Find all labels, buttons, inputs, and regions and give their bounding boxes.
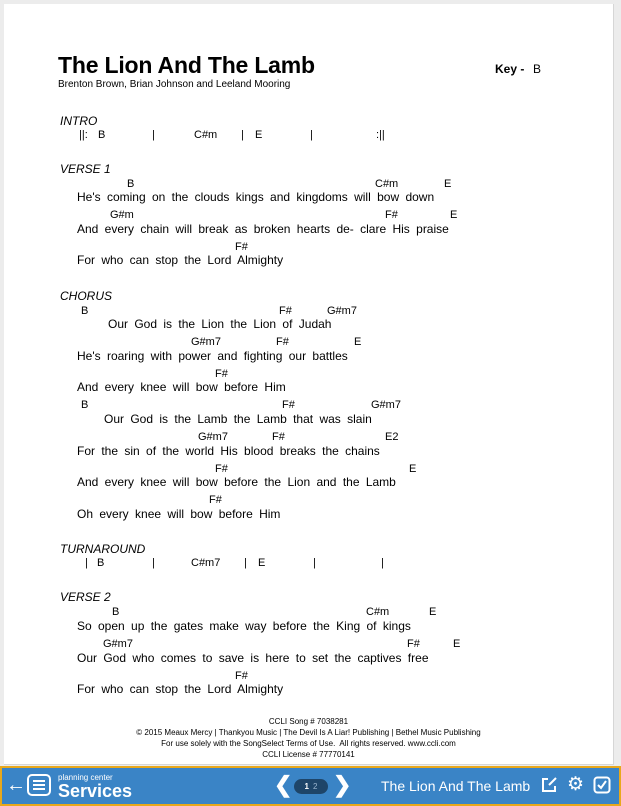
edit-icon[interactable] [540, 776, 558, 794]
chord: B [127, 178, 135, 190]
chord: F# [407, 638, 420, 650]
bar-line: | [241, 129, 244, 141]
chord: G#m7 [327, 305, 357, 317]
chord: C#m7 [191, 557, 221, 569]
bar-line: | [85, 557, 88, 569]
intro-repeat-end: :|| [376, 129, 385, 141]
song-title: The Lion And The Lamb [58, 52, 315, 78]
lyric-line: Our God is the Lion the Lion of Judah [108, 317, 332, 331]
chord: B [112, 606, 120, 618]
chord: F# [272, 431, 285, 443]
chord: E [258, 557, 266, 569]
ccli-license-number: CCLI License # 77770141 [262, 750, 355, 759]
usage-notice: For use solely with the SongSelect Terms of Use. All rights reserved. www.ccli.com [161, 739, 456, 748]
chord: E [255, 129, 263, 141]
chord: F# [215, 463, 228, 475]
chord: G#m7 [371, 399, 401, 411]
chord: F# [279, 305, 292, 317]
chord: B [97, 557, 105, 569]
chord: B [98, 129, 106, 141]
toolbar-song-title: The Lion And The Lamb [381, 778, 531, 794]
menu-icon[interactable] [27, 774, 51, 796]
chord: C#m [194, 129, 218, 141]
lyric-line: And every knee will bow before the Lion and the Lamb [77, 475, 396, 489]
chord: F# [276, 336, 289, 348]
chord-chart-page [4, 4, 614, 765]
section-label-verse-2: VERSE 2 [60, 590, 111, 604]
section-label-turnaround: TURNAROUND [60, 542, 146, 556]
chord: F# [282, 399, 295, 411]
section-label-chorus: CHORUS [60, 289, 113, 303]
brand-subtitle: planning center [58, 773, 113, 782]
chord: F# [235, 241, 248, 253]
lyric-line: Oh every knee will bow before Him [77, 507, 281, 521]
lyric-line: Our God is the Lamb the Lamb that was slain [104, 412, 372, 426]
chord: E [429, 606, 437, 618]
lyric-line: And every knee will bow before Him [77, 380, 286, 394]
lyric-line: And every chain will break as broken hearts de- clare His praise [77, 222, 449, 236]
page-indicator[interactable] [294, 779, 328, 794]
chord: E2 [385, 431, 399, 443]
section-label-intro: INTRO [60, 114, 98, 128]
bar-line: | [310, 129, 313, 141]
lyric-line: Our God who comes to save is here to set the captives free [77, 651, 429, 665]
chord: G#m7 [198, 431, 228, 443]
copyright-notice: © 2015 Meaux Mercy | Thankyou Music | The Devil Is A Liar! Publishing | Bethel Music Publishing [136, 728, 481, 737]
bottom-toolbar [0, 766, 621, 806]
chevron-right-icon[interactable]: ❯ [333, 772, 352, 797]
song-authors: Brenton Brown, Brian Johnson and Leeland Mooring [58, 79, 291, 90]
chord: C#m [366, 606, 390, 618]
current-page-number: 1 [304, 782, 309, 791]
key-label: Key - [495, 62, 525, 76]
chord: B [81, 305, 89, 317]
lyric-line: He's roaring with power and fighting our battles [77, 349, 348, 363]
chord: E [444, 178, 452, 190]
chord: E [409, 463, 417, 475]
bar-line: | [244, 557, 247, 569]
chord: G#m [110, 209, 134, 221]
chord: F# [215, 368, 228, 380]
chord: B [81, 399, 89, 411]
chord: E [450, 209, 458, 221]
lyric-line: For who can stop the Lord Almighty [77, 682, 284, 696]
lyric-line: So open up the gates make way before the King of kings [77, 619, 411, 633]
key-value: B [533, 62, 542, 76]
bar-line: | [313, 557, 316, 569]
intro-repeat-start: ||: [79, 129, 88, 141]
chord: C#m [375, 178, 399, 190]
lyric-line: For who can stop the Lord Almighty [77, 253, 284, 267]
chord: F# [235, 670, 248, 682]
other-page-number: 2 [313, 782, 318, 791]
back-arrow-icon[interactable]: ← [6, 774, 26, 796]
chord: E [453, 638, 461, 650]
gear-icon[interactable]: ⚙ [567, 774, 585, 795]
brand-name[interactable]: Services [58, 781, 133, 801]
section-label-verse-1: VERSE 1 [60, 162, 111, 176]
lyric-line: He's coming on the clouds kings and kingdoms will bow down [77, 190, 435, 204]
bar-line: | [381, 557, 384, 569]
chord: F# [385, 209, 398, 221]
lyric-line: For the sin of the world His blood breaks the chains [77, 444, 380, 458]
checkbox-icon[interactable] [593, 776, 611, 794]
chord: G#m7 [191, 336, 221, 348]
chord: E [354, 336, 362, 348]
chord: F# [209, 494, 222, 506]
chord: G#m7 [103, 638, 133, 650]
bar-line: | [152, 129, 155, 141]
bar-line: | [152, 557, 155, 569]
ccli-song-number: CCLI Song # 7038281 [268, 717, 349, 726]
chevron-left-icon[interactable]: ❮ [274, 772, 293, 797]
